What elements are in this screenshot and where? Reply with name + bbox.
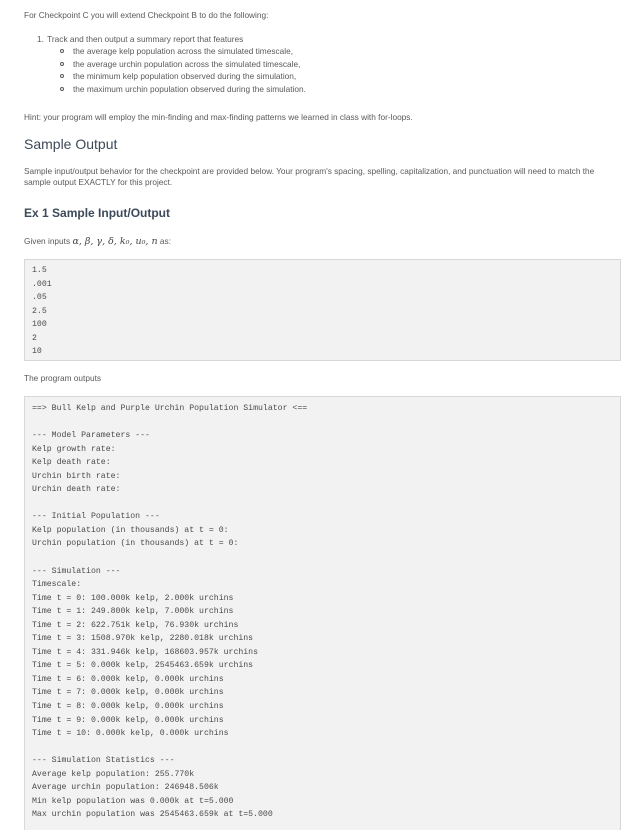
output-line: Urchin death rate:	[32, 485, 121, 495]
output-line: Timescale:	[32, 580, 82, 590]
sample-output-heading: Sample Output	[24, 136, 118, 152]
bullet-icon	[60, 74, 64, 78]
task-bullet-list	[60, 45, 306, 95]
output-line: Kelp population (in thousands) at t = 0:	[32, 525, 229, 535]
output-line: Time t = 4: 331.946k kelp, 168603.957k urchins	[32, 647, 259, 657]
output-line: --- Initial Population ---	[32, 512, 160, 522]
hint-text: Hint: your program will employ the min-finding and max-finding patterns we learned in class with for-loops.	[24, 112, 413, 122]
input-line: 2	[32, 333, 37, 343]
output-line: --- Simulation Statistics ---	[32, 756, 175, 766]
input-line: .001	[32, 279, 52, 289]
output-line: Kelp growth rate:	[32, 444, 116, 454]
output-line: Time t = 9: 0.000k kelp, 0.000k urchins	[32, 715, 224, 725]
task-text: Track and then output a summary report that features	[47, 34, 244, 44]
input-line: 10	[32, 347, 42, 357]
task-number: 1.	[37, 34, 44, 44]
list-item: the average urchin population across the simulated timescale,	[60, 58, 306, 71]
outputs-label: The program outputs	[24, 373, 102, 383]
output-line: Time t = 2: 622.751k kelp, 76.930k urchins	[32, 620, 239, 630]
example-heading: Ex 1 Sample Input/Output	[24, 206, 171, 220]
sample-output-block	[24, 396, 621, 830]
given-inputs-math: α, β, γ, δ, k₀, u₀, n	[72, 236, 158, 247]
given-inputs-text: Given inputs α, β, γ, δ, k₀, u₀, n as:	[24, 236, 171, 247]
task-item	[37, 34, 243, 45]
output-line: Time t = 3: 1508.970k kelp, 2280.018k urchins	[32, 634, 254, 644]
output-line: ==> Bull Kelp and Purple Urchin Population Simulator <==	[32, 404, 308, 413]
output-line: Time t = 10: 0.000k kelp, 0.000k urchins	[32, 729, 229, 739]
input-line: .05	[32, 293, 47, 303]
output-line: Time t = 7: 0.000k kelp, 0.000k urchins	[32, 688, 224, 698]
output-line: Average kelp population: 255.770k	[32, 769, 195, 779]
output-line	[32, 497, 620, 511]
input-line: 2.5	[32, 306, 47, 316]
output-line: Time t = 0: 100.000k kelp, 2.000k urchins	[32, 593, 234, 603]
bullet-icon	[60, 62, 64, 66]
output-line: Urchin birth rate:	[32, 471, 121, 481]
output-line: Time t = 6: 0.000k kelp, 0.000k urchins	[32, 674, 224, 684]
output-line: --- Model Parameters ---	[32, 431, 150, 441]
sample-input-block	[24, 259, 621, 361]
output-line: Min kelp population was 0.000k at t=5.000	[32, 796, 234, 806]
output-line: Kelp death rate:	[32, 458, 111, 468]
input-line: 1.5	[32, 266, 47, 275]
output-line	[32, 551, 620, 565]
output-line: --- Simulation ---	[32, 566, 121, 576]
output-line: Urchin population (in thousands) at t = 0:	[32, 539, 239, 549]
bullet-icon	[60, 87, 64, 91]
sample-output-description: Sample input/output behavior for the checkpoint are provided below. Your program's spacing, spelling, capitalization, and punctuation will need to match the sample output EXACTLY for this project.	[24, 166, 595, 187]
list-item: the minimum kelp population observed during the simulation,	[60, 70, 306, 83]
list-item: the average kelp population across the simulated timescale,	[60, 45, 306, 58]
output-line: Time t = 8: 0.000k kelp, 0.000k urchins	[32, 702, 224, 712]
output-line: Max urchin population was 2545463.659k at t=5.000	[32, 810, 273, 820]
intro-text: For Checkpoint C you will extend Checkpoint B to do the following:	[24, 10, 269, 20]
bullet-icon	[60, 49, 64, 53]
input-line: 100	[32, 320, 47, 330]
output-line: Time t = 5: 0.000k kelp, 2545463.659k urchins	[32, 661, 254, 671]
output-line	[32, 416, 620, 430]
list-item: the maximum urchin population observed during the simulation.	[60, 83, 306, 96]
output-line: Average urchin population: 246948.506k	[32, 783, 219, 793]
output-line: Time t = 1: 249.800k kelp, 7.000k urchins	[32, 607, 234, 617]
output-line	[32, 741, 620, 755]
